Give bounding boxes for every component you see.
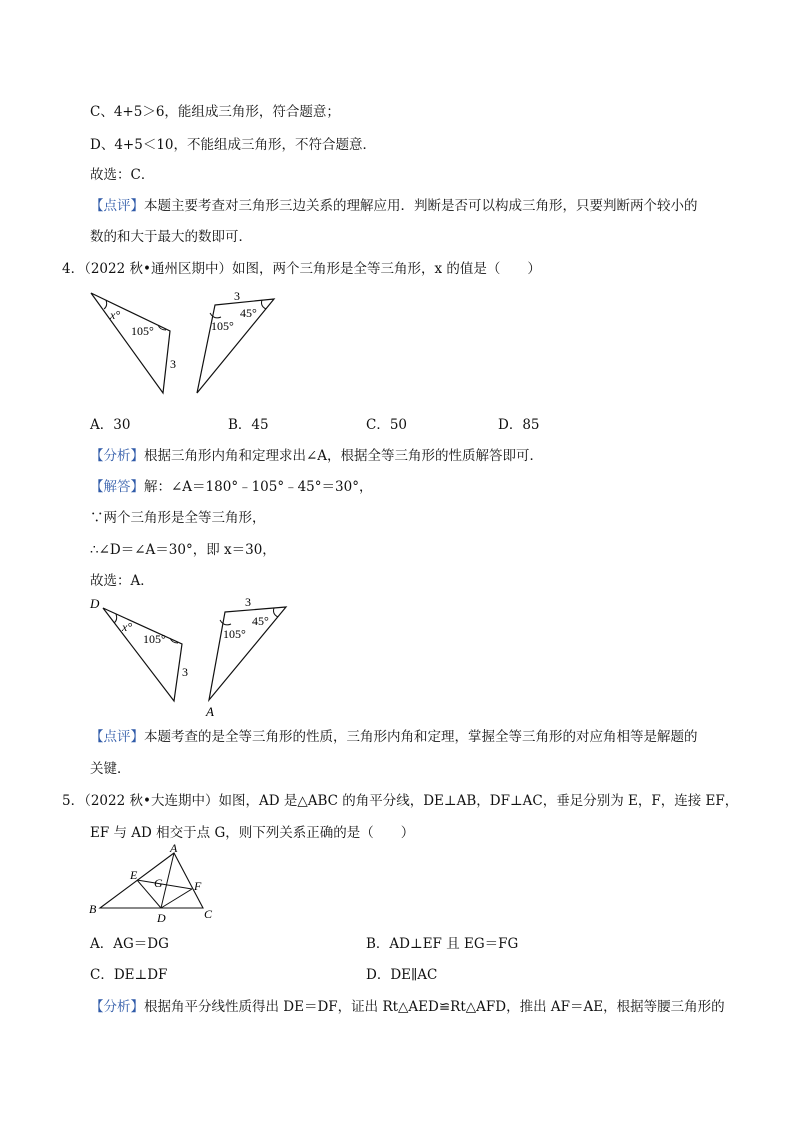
q5-figure xyxy=(88,843,228,923)
angle-arc-45 xyxy=(262,300,267,309)
q5-analysis xyxy=(90,998,725,1016)
angle-arc-x xyxy=(104,300,107,309)
q4-analysis xyxy=(90,447,543,465)
label-d: D xyxy=(157,911,166,925)
label-side-3-left-2: 3 xyxy=(182,665,188,679)
triangle-right xyxy=(197,299,274,393)
triangle-abc xyxy=(100,853,203,908)
angle-arc-45-2 xyxy=(274,608,279,617)
segment-ef xyxy=(137,880,192,889)
label-105-left: 105° xyxy=(131,324,154,338)
label-b: B xyxy=(89,902,97,916)
q4-option-d[interactable]: D．85 xyxy=(498,417,540,433)
label-105-right: 105° xyxy=(211,319,234,333)
comment-q3 xyxy=(90,197,698,215)
triangle-left xyxy=(91,293,170,393)
comment-text: 本题考查的是全等三角形的性质，三角形内角和定理，掌握全等三角形的对应角相等是解题的 xyxy=(144,729,698,745)
comment-tag: 【点评】 xyxy=(90,729,144,745)
segment-df xyxy=(161,889,192,908)
comment-text: 本题主要考查对三角形三边关系的理解应用．判断是否可以构成三角形，只要判断两个较小的 xyxy=(144,198,698,214)
question-5-stem-cont: EF 与 AD 相交于点 G，则下列关系正确的是（ ） xyxy=(90,825,415,841)
label-x: x° xyxy=(110,308,121,322)
option-c-analysis: C、4+5＞6，能组成三角形，符合题意； xyxy=(90,104,340,120)
label-side-3-left: 3 xyxy=(170,357,176,371)
label-c: C xyxy=(204,907,213,921)
label-f: F xyxy=(194,879,202,893)
q4-solution-3: ∴∠D＝∠A＝30°，即 x＝30， xyxy=(90,542,276,558)
q4-solution-2: ∵两个三角形是全等三角形， xyxy=(90,510,266,526)
q4-answer: 故选：A． xyxy=(90,573,154,589)
q4-comment xyxy=(90,728,698,746)
label-side-3-right-2: 3 xyxy=(245,595,251,609)
q4-comment-cont: 关键． xyxy=(90,761,131,777)
option-d-analysis: D、4+5＜10，不能组成三角形，不符合题意． xyxy=(90,137,376,153)
q5-option-b[interactable]: B．AD⊥EF 且 EG＝FG xyxy=(366,936,519,952)
label-e: E xyxy=(130,868,138,882)
analysis-text: 根据角平分线性质得出 DE＝DF，证出 Rt△AED≌Rt△AFD，推出 AF＝AE，根据等腰三角形的 xyxy=(144,999,725,1015)
solution-tag: 【解答】 xyxy=(90,479,144,495)
answer-q3: 故选：C． xyxy=(90,167,155,183)
label-105-right-2: 105° xyxy=(223,627,246,641)
label-45: 45° xyxy=(240,306,257,320)
angle-arc-x-2 xyxy=(114,614,117,623)
analysis-text: 根据三角形内角和定理求出∠A，根据全等三角形的性质解答即可． xyxy=(144,448,544,464)
question-5-stem: 5．（2022 秋•大连期中）如图，AD 是△ABC 的角平分线，DE⊥AB，DF⊥AC，垂足分别为 E，F，连接 EF， xyxy=(62,793,739,809)
analysis-tag: 【分析】 xyxy=(90,999,144,1015)
label-105-left-2: 105° xyxy=(143,632,166,646)
label-a: A xyxy=(206,704,214,719)
label-side-3-right: 3 xyxy=(234,289,240,303)
label-g: G xyxy=(154,876,163,890)
q4-figure xyxy=(88,290,388,400)
label-x-2: x° xyxy=(122,620,133,634)
q4-option-b[interactable]: B．45 xyxy=(228,417,269,433)
angle-arc-105-right xyxy=(210,313,221,318)
q5-option-d[interactable]: D．DE∥AC xyxy=(366,967,438,983)
comment-q3-cont: 数的和大于最大的数即可． xyxy=(90,229,252,245)
comment-tag: 【点评】 xyxy=(90,198,144,214)
label-a: A xyxy=(170,841,178,855)
q4-option-c[interactable]: C．50 xyxy=(366,417,408,433)
analysis-tag: 【分析】 xyxy=(90,448,144,464)
label-d: D xyxy=(90,596,100,611)
q4-solution xyxy=(90,478,372,496)
solution-text: 解：∠A＝180°﹣105°﹣45°＝30°， xyxy=(144,479,373,495)
q5-option-c[interactable]: C．DE⊥DF xyxy=(90,967,168,983)
label-45-2: 45° xyxy=(252,614,269,628)
q5-option-a[interactable]: A．AG＝DG xyxy=(90,936,169,952)
q4-option-a[interactable]: A．30 xyxy=(90,417,131,433)
q4-solution-figure xyxy=(88,596,388,726)
question-4-stem: 4．（2022 秋•通州区期中）如图，两个三角形是全等三角形，x 的值是（ ） xyxy=(62,261,541,277)
angle-arc-105-right-2 xyxy=(220,620,231,625)
